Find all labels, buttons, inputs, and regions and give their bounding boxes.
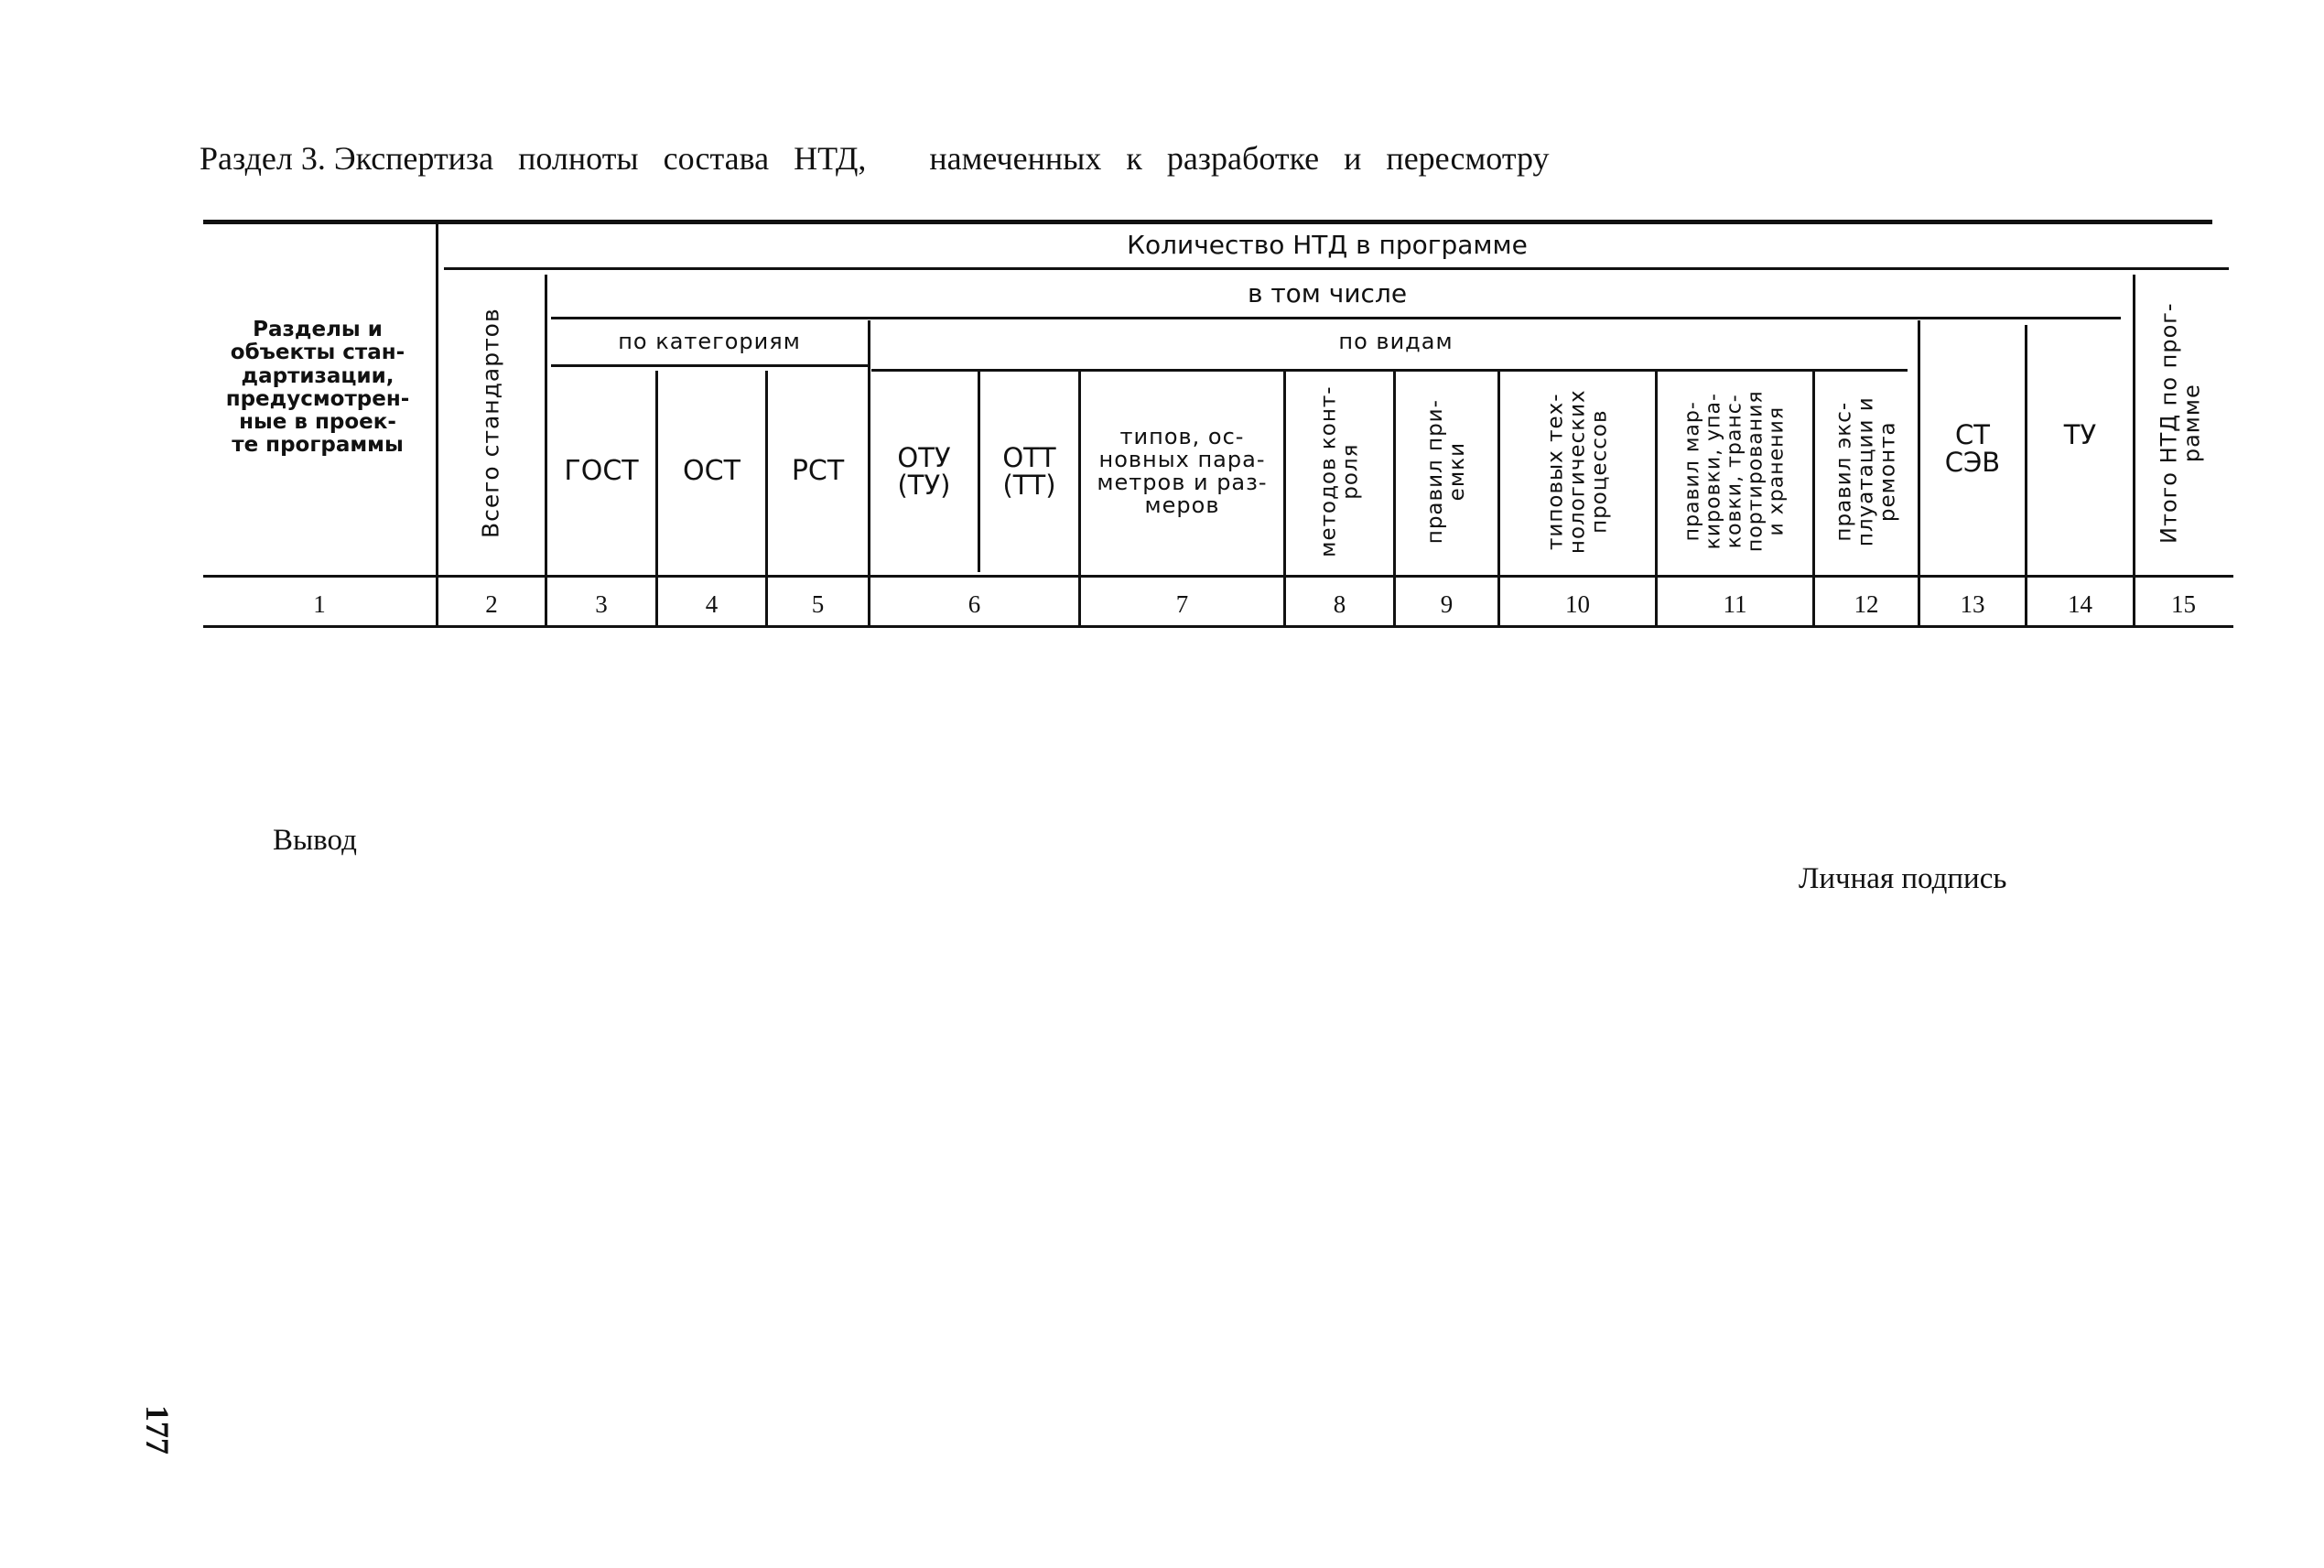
col6b-line: ОТТ bbox=[1002, 441, 1056, 473]
col6a-header bbox=[870, 371, 978, 572]
col-number: 11 bbox=[1723, 589, 1747, 618]
col9-line: емки bbox=[1445, 441, 1470, 502]
page-number: 177 bbox=[139, 1405, 176, 1454]
col-number: 5 bbox=[811, 589, 825, 618]
col7-line: типов, ос- bbox=[1119, 423, 1245, 449]
col10-header bbox=[1500, 371, 1655, 572]
col10-line: нологических bbox=[1565, 389, 1590, 554]
col1-line: объекты стан- bbox=[230, 341, 405, 365]
section-title bbox=[200, 139, 1566, 178]
col-number: 14 bbox=[2068, 589, 2092, 618]
col10-line: процессов bbox=[1587, 409, 1612, 534]
col3-header: ГОСТ bbox=[564, 455, 639, 488]
col-number: 12 bbox=[1854, 589, 1879, 618]
col6b-line: (ТТ) bbox=[1002, 470, 1056, 501]
col-number: 1 bbox=[313, 589, 326, 618]
col11-header bbox=[1658, 371, 1812, 572]
rule-po-kategoriyam bbox=[551, 364, 868, 367]
col9-header bbox=[1396, 371, 1497, 572]
col12-line: ремонта bbox=[1876, 421, 1901, 522]
signature-label: Личная подпись bbox=[1799, 862, 2007, 895]
col-number: 10 bbox=[1565, 589, 1590, 618]
col1-line: те программы bbox=[232, 433, 404, 458]
col7-line: метров и раз- bbox=[1097, 470, 1268, 495]
header-bottom-rule bbox=[203, 575, 2233, 578]
col11-line: ковки, транс- bbox=[1723, 394, 1746, 549]
col1-line: предусмотрен- bbox=[225, 386, 410, 411]
col10-line: типовых тех- bbox=[1543, 393, 1568, 550]
title-part: состава bbox=[663, 140, 770, 177]
col1-line: дартизации, bbox=[241, 363, 395, 388]
col2-text: Всего стандартов bbox=[477, 308, 504, 539]
col-number: 15 bbox=[2171, 589, 2196, 618]
col2-header bbox=[439, 275, 544, 572]
title-part: к bbox=[1126, 140, 1142, 177]
col11-line: и хранения bbox=[1766, 406, 1789, 536]
title-part: разработке bbox=[1166, 140, 1320, 177]
col7-line: меров bbox=[1144, 492, 1220, 519]
col8-line: роля bbox=[1338, 443, 1363, 500]
col-number: 9 bbox=[1440, 589, 1454, 618]
col-number: 7 bbox=[1175, 589, 1189, 618]
col-number: 3 bbox=[595, 589, 608, 618]
title-part: и bbox=[1344, 140, 1362, 177]
col1-header bbox=[203, 319, 432, 458]
header-po-vidam: по видам bbox=[1338, 329, 1454, 355]
col13-header bbox=[1920, 325, 2025, 572]
col6a-line: (ТУ) bbox=[897, 470, 951, 501]
col13-line: СЭВ bbox=[1944, 447, 2001, 478]
title-part: Раздел 3. Экспертиза bbox=[200, 140, 494, 177]
col9-line: правил при- bbox=[1423, 398, 1448, 545]
header-kolichestvo: Количество НТД в программе bbox=[1127, 230, 1528, 261]
col8-header bbox=[1286, 371, 1393, 572]
col-number: 13 bbox=[1960, 589, 1985, 618]
col-number: 2 bbox=[485, 589, 498, 618]
col15-line: рамме bbox=[2179, 384, 2206, 463]
title-part: полноты bbox=[518, 140, 639, 177]
col8-line: методов конт- bbox=[1316, 385, 1341, 557]
col11-line: правил мар- bbox=[1681, 401, 1704, 542]
col14-header: ТУ bbox=[2063, 418, 2097, 450]
col1-line: Разделы и bbox=[253, 318, 383, 341]
title-part: намеченных bbox=[929, 140, 1102, 177]
table-bottom-rule bbox=[203, 625, 2233, 628]
col-number: 6 bbox=[967, 589, 981, 618]
col-number: 8 bbox=[1333, 589, 1346, 618]
col15-header bbox=[2135, 275, 2227, 572]
rule-v-tom-chisle bbox=[551, 317, 2121, 319]
header-po-kategoriyam: по категориям bbox=[618, 329, 801, 355]
col4-header: ОСТ bbox=[683, 455, 740, 488]
col6b-header bbox=[980, 371, 1078, 572]
col1-line: ные в проек- bbox=[239, 410, 396, 435]
col7-header bbox=[1081, 371, 1283, 572]
col12-header bbox=[1815, 371, 1918, 572]
col11-line: кировки, упа- bbox=[1702, 393, 1725, 550]
col12-line: плуатации и bbox=[1854, 396, 1878, 546]
col15-line: Итого НТД по прог- bbox=[2156, 302, 2182, 545]
col12-line: правил экс- bbox=[1832, 401, 1856, 542]
col13-line: СТ bbox=[1955, 418, 1990, 450]
col6a-line: ОТУ bbox=[897, 441, 951, 473]
col-number: 4 bbox=[705, 589, 719, 618]
col5-header: РСТ bbox=[791, 455, 845, 488]
col11-line: портирования bbox=[1745, 390, 1768, 553]
title-part: НТД, bbox=[794, 140, 867, 177]
col7-line: новных пара- bbox=[1098, 446, 1266, 472]
conclusion-label: Вывод bbox=[273, 824, 357, 857]
vline-col1 bbox=[436, 224, 438, 627]
header-v-tom-chisle: в том числе bbox=[1247, 278, 1408, 309]
rule-kolichestvo bbox=[444, 267, 2229, 270]
title-part: пересмотру bbox=[1386, 140, 1550, 177]
